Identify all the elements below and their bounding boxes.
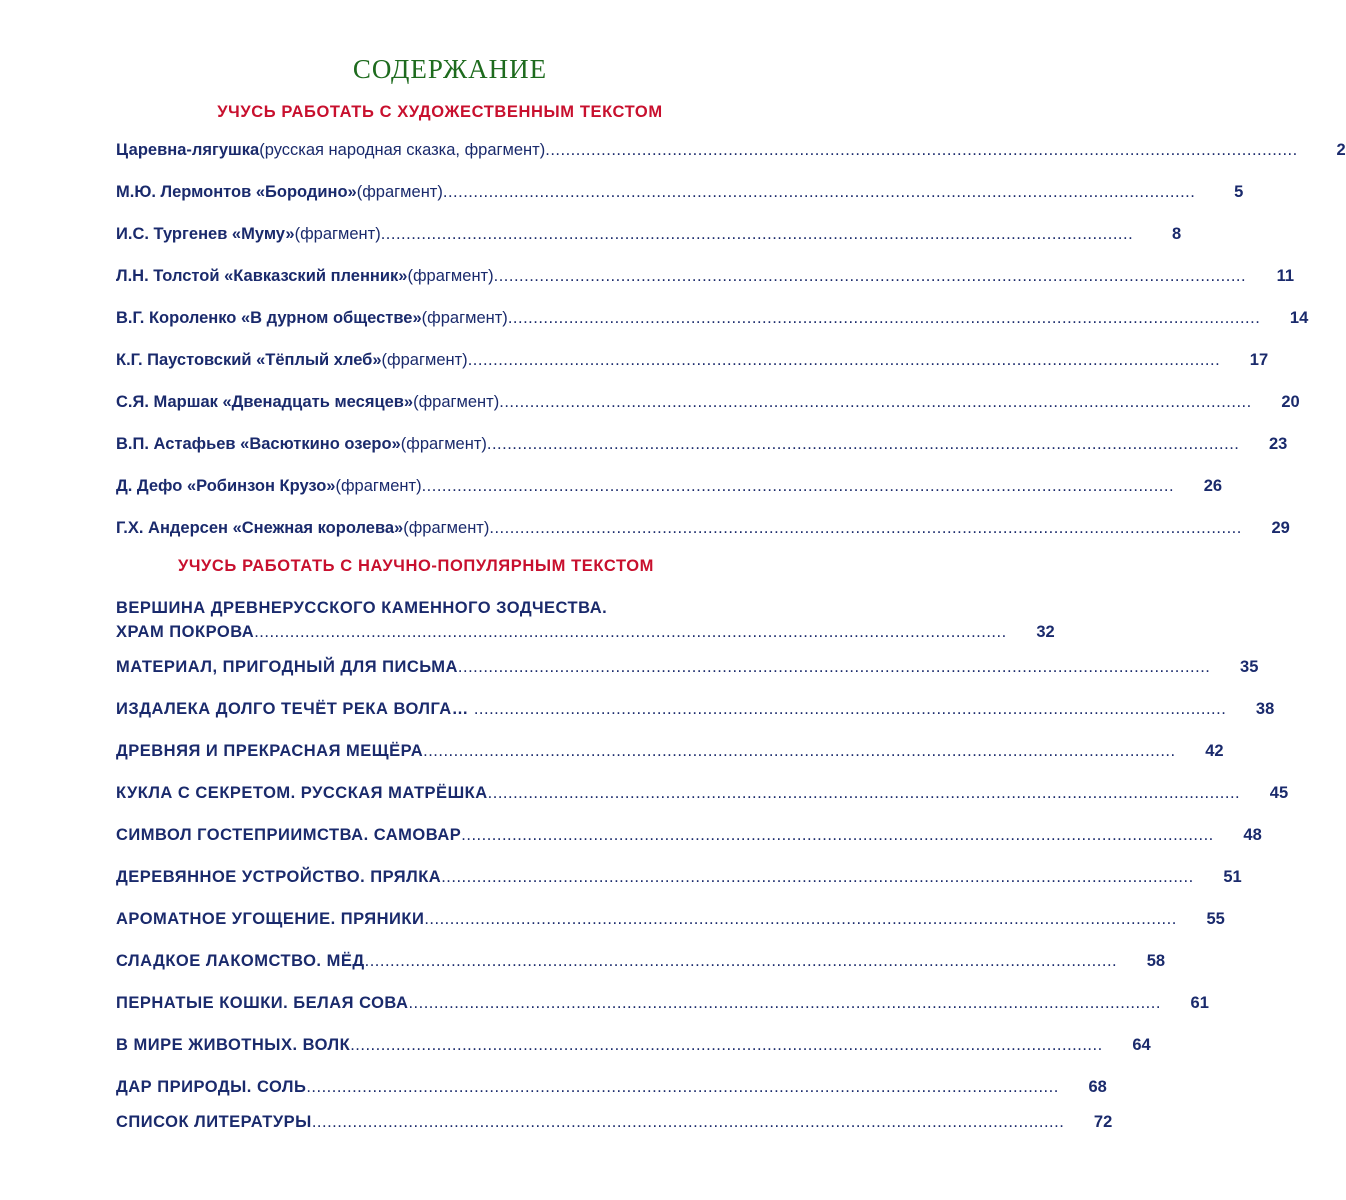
toc-entry[interactable] [116,740,1224,762]
toc-entry[interactable] [116,824,1262,846]
entry-page: 29 [1271,519,1290,537]
dot-leader: .................................................................................................................................................... [421,477,1175,495]
entry-page: 23 [1269,435,1288,453]
entry-page: 42 [1205,742,1224,760]
dot-leader: .................................................................................................................................................... [408,994,1161,1012]
entry-note: (фрагмент) [421,309,508,327]
toc-entry[interactable] [116,475,1223,497]
dot-leader: .................................................................................................................................................... [486,435,1240,453]
entry-title: МАТЕРИАЛ, ПРИГОДНЫЙ ДЛЯ ПИСЬМА [116,658,458,676]
entry-page: 11 [1276,267,1295,285]
entry-title-line1: ВЕРШИНА ДРЕВНЕРУССКОГО КАМЕННОГО ЗОДЧЕСТВА. [116,599,608,617]
entry-note: (фрагмент) [413,393,500,411]
entry-page: 68 [1088,1078,1107,1096]
section-heading-literary: УЧУСЬ РАБОТАТЬ С ХУДОЖЕСТВЕННЫМ ТЕКСТОМ [217,103,663,121]
toc-entry[interactable] [116,265,1295,287]
toc-entry[interactable] [116,782,1289,804]
toc-entry[interactable] [116,307,1309,329]
dot-leader: .................................................................................................................................................... [489,519,1242,537]
entry-title: В.П. Астафьев «Васюткино озеро» [116,435,401,453]
toc-entry[interactable] [116,1076,1107,1098]
entry-title: М.Ю. Лермонтов «Бородино» [116,183,357,201]
dot-leader: .................................................................................................................................................... [350,1036,1103,1054]
entry-title: СПИСОК ЛИТЕРАТУРЫ [116,1113,312,1131]
toc-entry[interactable] [116,139,1346,161]
entry-note: (фрагмент) [403,519,490,537]
toc-entry[interactable] [116,866,1242,888]
entry-page: 55 [1206,910,1225,928]
toc-entry-bibliography[interactable] [116,1111,1113,1133]
entry-page: 8 [1172,225,1182,243]
dot-leader: .................................................................................................................................................... [467,351,1221,369]
dot-leader: .................................................................................................................................................... [364,952,1118,970]
page-title: СОДЕРЖАНИЕ [352,54,548,84]
entry-note: (фрагмент) [294,225,381,243]
entry-note: (русская народная сказка, фрагмент) [259,141,546,159]
toc-entry[interactable] [116,698,1275,720]
entry-title: ДАР ПРИРОДЫ. СОЛЬ [116,1078,307,1096]
entry-title: Л.Н. Толстой «Кавказский пленник» [116,267,408,285]
entry-title: АРОМАТНОЕ УГОЩЕНИЕ. ПРЯНИКИ [116,910,425,928]
entry-title: Г.Х. Андерсен «Снежная королева» [116,519,404,537]
entry-page: 32 [1036,623,1055,641]
entry-title: К.Г. Паустовский «Тёплый хлеб» [116,351,382,369]
entry-note: (фрагмент) [400,435,487,453]
entry-title-line2: ХРАМ ПОКРОВА [116,623,255,641]
toc-entry[interactable] [116,656,1259,678]
entry-page: 48 [1243,826,1262,844]
dot-leader: .................................................................................................................................................... [473,700,1227,718]
toc-entry[interactable] [116,992,1209,1014]
entry-note: (фрагмент) [356,183,443,201]
toc-entry[interactable] [116,950,1166,972]
toc-entry[interactable] [116,1034,1151,1056]
entry-page: 35 [1240,658,1259,676]
toc-entry[interactable] [116,597,1055,643]
entry-note: (фрагмент) [335,477,422,495]
entry-note: (фрагмент) [407,267,494,285]
entry-title: В.Г. Короленко «В дурном обществе» [116,309,422,327]
dot-leader: .................................................................................................................................................... [306,1078,1059,1096]
section-heading-popular-science: УЧУСЬ РАБОТАТЬ С НАУЧНО-ПОПУЛЯРНЫМ ТЕКСТОМ [177,557,655,575]
entry-page: 51 [1223,868,1242,886]
dot-leader: .................................................................................................................................................... [441,868,1194,886]
toc-entry[interactable] [116,223,1182,245]
entry-page: 72 [1093,1113,1113,1131]
dot-leader: .................................................................................................................................................... [493,267,1247,285]
dot-leader: .................................................................................................................................................... [461,826,1214,844]
entry-title: СИМВОЛ ГОСТЕПРИИМСТВА. САМОВАР [116,826,462,844]
dot-leader: .................................................................................................................................................... [423,742,1176,760]
entry-page: 45 [1269,784,1289,802]
toc-entry[interactable] [116,433,1288,455]
entry-title: Д. Дефо «Робинзон Крузо» [116,477,336,495]
dot-leader: .................................................................................................................................................... [380,225,1134,243]
entry-page: 26 [1203,477,1223,495]
toc-entry[interactable] [116,908,1225,930]
dot-leader: .................................................................................................................................................... [457,658,1211,676]
dot-leader: .................................................................................................................................................... [487,784,1241,802]
entry-title: КУКЛА С СЕКРЕТОМ. РУССКАЯ МАТРЁШКА [116,784,488,802]
entry-page: 2 [1336,141,1346,159]
entry-title: СЛАДКОЕ ЛАКОМСТВО. МЁД [116,952,365,970]
toc-entry[interactable] [116,517,1290,539]
toc-entry[interactable] [116,181,1244,203]
dot-leader: .................................................................................................................................................... [311,1113,1065,1131]
toc-entry[interactable] [116,349,1269,371]
dot-leader: .................................................................................................................................................... [545,141,1298,159]
entry-title: Царевна-лягушка [116,141,260,159]
entry-page: 61 [1190,994,1209,1012]
entry-title: И.С. Тургенев «Муму» [116,225,295,243]
entry-title: ПЕРНАТЫЕ КОШКИ. БЕЛАЯ СОВА [116,994,409,1012]
entry-page: 38 [1255,700,1275,718]
entry-page: 58 [1146,952,1166,970]
entry-title: ИЗДАЛЕКА ДОЛГО ТЕЧЁТ РЕКА ВОЛГА… [116,700,474,718]
entry-title: С.Я. Маршак «Двенадцать месяцев» [116,393,414,411]
entry-page: 64 [1132,1036,1151,1054]
entry-page: 17 [1249,351,1269,369]
dot-leader: .................................................................................................................................................... [507,309,1261,327]
entry-page: 20 [1281,393,1300,411]
entry-title: ДРЕВНЯЯ И ПРЕКРАСНАЯ МЕЩЁРА [116,742,424,760]
dot-leader: .................................................................................................................................................... [499,393,1252,411]
entry-title: ДЕРЕВЯННОЕ УСТРОЙСТВО. ПРЯЛКА [116,868,442,886]
dot-leader: .................................................................................................................................................... [254,623,1007,641]
entry-note: (фрагмент) [381,351,468,369]
entry-page: 14 [1289,309,1309,327]
toc-entry[interactable] [116,391,1300,413]
entry-title: В МИРЕ ЖИВОТНЫХ. ВОЛК [116,1036,351,1054]
dot-leader: .................................................................................................................................................... [424,910,1177,928]
entry-page: 5 [1234,183,1244,201]
dot-leader: .................................................................................................................................................... [442,183,1196,201]
